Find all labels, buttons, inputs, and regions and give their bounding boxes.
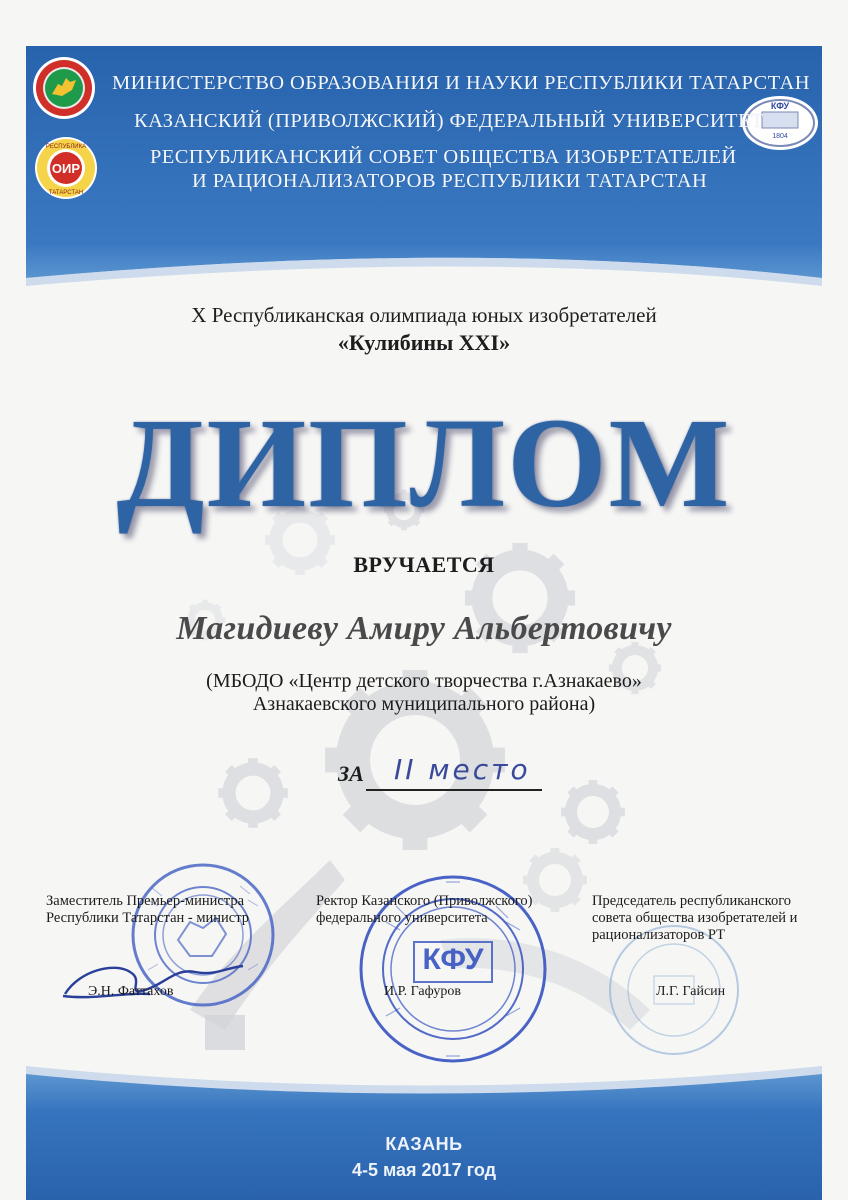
oir-logo-icon [34,136,98,200]
signatory-3-name: Л.Г. Гайсин [656,984,726,999]
header-line-council-2: И РАЦИОНАЛИЗАТОРОВ РЕСПУБЛИКИ ТАТАРСТАН [192,170,708,192]
signatory-2-title-line-2: федерального университета [316,910,488,926]
signatory-3-title-line-2: совета общества изобретателей и [592,910,798,926]
signatory-3-title-line-3: рационализаторов РТ [592,927,726,943]
recipient-name: Магидиеву Амиру Альбертовичу [176,610,672,647]
footer-city: КАЗАНЬ [385,1134,463,1154]
kfu-stamp-label: КФУ [422,943,484,976]
olympiad-name: «Кулибины XXI» [337,330,511,355]
oir-logo-label: ОИР [51,161,81,176]
oir-ring-bottom: ТАТАРСТАН [48,190,84,196]
footer-date: 4-5 мая 2017 год [351,1160,497,1180]
organization-line-1: (МБОДО «Центр детского творчества г.Азнакаево» [206,670,642,692]
header-line-council: РЕСПУБЛИКАНСКИЙ СОВЕТ ОБЩЕСТВА ИЗОБРЕТАТЕЛЕЙ [150,146,737,168]
signatory-2-title-line-1: Ректор Казанского (Приволжского) [316,893,533,909]
olympiad-title: X Республиканская олимпиада юных изобретателей [191,303,657,327]
kfu-logo-year: 1804 [772,133,788,140]
signatory-1-title [46,893,249,927]
kfu-logo-label: КФУ [770,101,790,111]
awarded-label: ВРУЧАЕТСЯ [353,552,495,577]
oir-ring-top: РЕСПУБЛИКА [45,144,87,150]
award-handwritten: II место [394,753,531,786]
header-band [26,46,822,286]
award-label: ЗА [338,761,364,786]
signatory-1-name: Э.Н. Фаттахов [88,984,174,999]
header-line-university: КАЗАНСКИЙ (ПРИВОЛЖСКИЙ) ФЕДЕРАЛЬНЫЙ УНИВЕРСИТЕТ [134,110,764,132]
signatory-3-title [592,893,797,944]
signatory-2-name: И.Р. Гафуров [384,984,461,999]
tatarstan-emblem-icon [32,56,96,120]
header-line-ministry: МИНИСТЕРСТВО ОБРАЗОВАНИЯ И НАУКИ РЕСПУБЛИКИ ТАТАРСТАН [112,72,810,94]
signatory-2-title [316,893,533,927]
award-underline [366,789,542,791]
diploma-title: ДИПЛОМ [116,392,732,534]
organization-line-2: Азнакаевского муниципального района) [252,693,596,715]
signatory-3-title-line-1: Председатель республиканского [592,893,792,909]
signatory-1-title-line-2: Республики Татарстан - министр [46,910,249,926]
signatory-1-title-line-1: Заместитель Премьер-министра [46,893,245,909]
